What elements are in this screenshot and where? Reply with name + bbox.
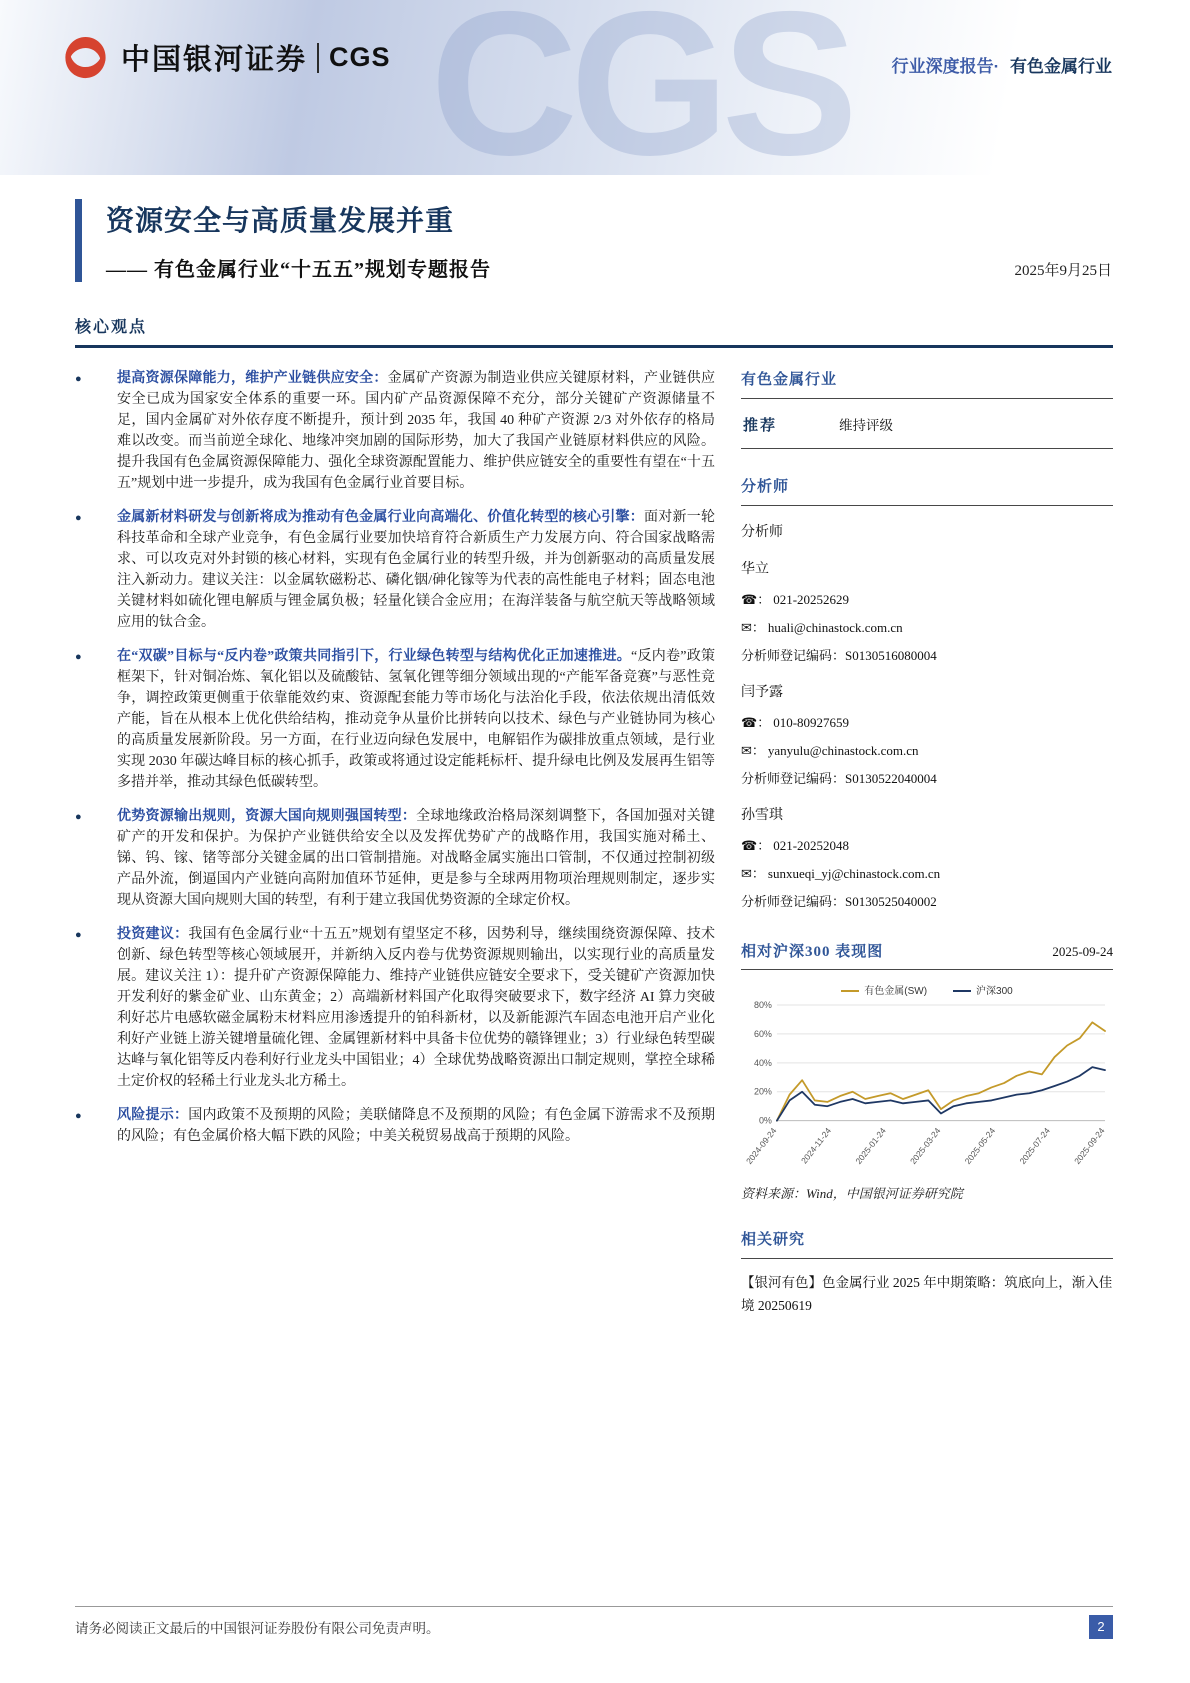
bullet-item-new-materials bbox=[75, 507, 715, 633]
svg-text:2024-11-24: 2024-11-24 bbox=[798, 1125, 834, 1166]
analyst-name: 孙雪琪 bbox=[741, 808, 783, 823]
related-research-item: 【银河有色】色金属行业 2025 年中期策略：筑底向上，渐入佳境 20250619 bbox=[741, 1274, 1113, 1314]
analyst-name: 闫予露 bbox=[741, 685, 783, 700]
bullet-dot: ● bbox=[75, 929, 82, 941]
analyst-registration-code: 分析师登记编码：S0130516080004 bbox=[741, 648, 937, 663]
analyst-role-label: 分析师 bbox=[741, 525, 783, 540]
core-view-divider bbox=[75, 345, 1113, 348]
logo-abbr: CGS bbox=[329, 42, 391, 72]
footer-row bbox=[75, 1607, 1113, 1639]
report-subtitle: —— 有色金属行业“十五五”规划专题报告 bbox=[106, 259, 491, 281]
analyst-email: yanyulu@chinastock.com.cn bbox=[767, 743, 919, 758]
phone-icon: ☎： bbox=[741, 592, 771, 607]
analyst-phone: 021-20252048 bbox=[773, 838, 850, 853]
chart-source: 资料来源：Wind，中国银河证券研究院 bbox=[741, 1185, 963, 1201]
performance-chart-svg bbox=[741, 999, 1113, 1177]
chart-header bbox=[741, 940, 1113, 970]
bullet-lead: 优势资源输出规则，资源大国向规则强国转型： bbox=[117, 809, 417, 824]
analyst-card bbox=[741, 558, 1113, 664]
report-date: 2025年9月25日 bbox=[1014, 263, 1112, 279]
bullet-paragraph bbox=[117, 1105, 715, 1147]
analysts-heading: 分析师 bbox=[741, 475, 1113, 506]
bullet-item-green-transition bbox=[75, 646, 715, 793]
legend-item-nonferrous bbox=[841, 982, 927, 997]
analyst-card bbox=[741, 681, 1113, 787]
phone-icon: ☎： bbox=[741, 715, 771, 730]
core-view-heading: 核心观点 bbox=[75, 319, 148, 336]
svg-text:80%: 80% bbox=[753, 999, 772, 1010]
legend-label-hs300: 沪深300 bbox=[976, 986, 1013, 997]
rating-label: 推荐 bbox=[743, 418, 778, 434]
bullet-paragraph bbox=[117, 646, 715, 793]
analyst-phone: 010-80927659 bbox=[773, 715, 850, 730]
bullet-lead: 提高资源保障能力，维护产业链供应安全： bbox=[117, 371, 388, 386]
galaxy-swirl-icon bbox=[62, 34, 109, 81]
bullet-dot: ● bbox=[75, 512, 82, 524]
analyst-phone-row bbox=[741, 589, 1113, 608]
legend-swatch-nonferrous bbox=[841, 990, 859, 992]
legend-item-hs300 bbox=[953, 982, 1013, 997]
bullet-item-resource-security bbox=[75, 368, 715, 494]
page-footer bbox=[75, 1606, 1113, 1639]
svg-text:2025-07-24: 2025-07-24 bbox=[1017, 1125, 1052, 1167]
svg-text:2025-03-24: 2025-03-24 bbox=[907, 1125, 943, 1167]
bullet-item-risk-warning bbox=[75, 1105, 715, 1147]
bullet-dot: ● bbox=[75, 811, 82, 823]
report-industry-label: 有色金属行业 bbox=[1010, 57, 1112, 76]
rating-status: 维持评级 bbox=[839, 418, 894, 433]
email-icon: ✉： bbox=[741, 743, 765, 758]
report-title: 资源安全与高质量发展并重 bbox=[106, 206, 455, 237]
analyst-name: 华立 bbox=[741, 562, 769, 577]
cgs-watermark: CGS bbox=[430, 0, 851, 175]
bullet-paragraph bbox=[117, 924, 715, 1092]
bullet-body: “反内卷”政策框架下，针对铜冶炼、氧化铝以及硫酸钴、氢氧化锂等细分领域出现的“产能军备竞赛”与恶性竞争，调控政策更侧重于依靠能效约束、资源配套能力等市场化与法治化手段，依法依规出清低效产能，旨在从根本上优化供给结构，推动竞争从量价比拼转向以技术、绿色与产业链协同为核心的高质量发展新阶段。另一方面，在行业迈向绿色发展中，电解铝作为碳排放重点领域，是行业实现 2030 年碳达峰目标的核心抓手，政策或将通过设定能耗标杆、提升绿电比例及发展再生铝等多措并举，推动其绿色低碳转型。 bbox=[117, 649, 715, 790]
title-section bbox=[75, 199, 1112, 282]
svg-text:2025-05-24: 2025-05-24 bbox=[962, 1125, 998, 1167]
svg-text:60%: 60% bbox=[753, 1028, 772, 1039]
bullet-body: 全球地缘政治格局深刻调整下，各国加强对关键矿产的开发和保护。为保护产业链供给安全以及发挥优势矿产的战略作用，我国实施对稀土、锑、钨、镓、锗等部分关键金属的出口管制措施。对战略金属实施出口管制，不仅通过控制初级产品外流，倒逼国内产业链向高附加值环节延伸，更是参与全球两用物项治理规则制定，逐步实现从资源大国向规则大国的转型，有利于建立我国优势资源的全球定价权。 bbox=[117, 809, 716, 908]
core-view-column bbox=[75, 368, 715, 1318]
svg-text:2024-09-24: 2024-09-24 bbox=[743, 1125, 779, 1167]
svg-text:20%: 20% bbox=[753, 1086, 772, 1097]
industry-heading: 有色金属行业 bbox=[741, 368, 1113, 399]
phone-icon: ☎： bbox=[741, 838, 771, 853]
disclaimer-text: 请务必阅读正文最后的中国银河证券股份有限公司免责声明。 bbox=[75, 1621, 440, 1636]
analyst-email-row bbox=[741, 740, 1113, 759]
analyst-email: huali@chinastock.com.cn bbox=[767, 620, 903, 635]
svg-text:0%: 0% bbox=[758, 1115, 772, 1126]
email-icon: ✉： bbox=[741, 866, 765, 881]
rating-row bbox=[741, 399, 1113, 449]
bullet-paragraph bbox=[117, 507, 715, 633]
svg-text:40%: 40% bbox=[753, 1057, 772, 1068]
email-icon: ✉： bbox=[741, 620, 765, 635]
bullet-body: 我国有色金属行业“十五五”规划有望坚定不移，因势利导，继续围绕资源保障、技术创新、绿色转型等核心领域展开，并新纳入反内卷与优势资源规则输出，以实现行业的高质量发展。建议关注 1）：提升矿产资源保障能力、维持产业链供应链安全要求下，受关键矿产资源加快开发利好的紫金矿业、山东黄金；2）高端新材料国产化取得突破要求下，数字经济 AI 算力突破利好芯片电感软磁金属粉末材料应用渗透提升的铂科新材，以及新能源汽车固态电池开启产业化利好产业链上游关键增量硫化锂、金属锂新材料中具备卡位优势的赣锋锂业；3）行业绿色转型碳达峰与氧化铝等反内卷利好行业龙头中国铝业；4）全球优势战略资源出口制定规则，掌控全球稀土定价权的轻稀土行业龙头北方稀土。 bbox=[117, 927, 716, 1089]
logo-divider bbox=[317, 43, 319, 73]
legend-label-nonferrous: 有色金属(SW) bbox=[864, 986, 928, 997]
analyst-email-row bbox=[741, 863, 1113, 882]
bullet-lead: 投资建议： bbox=[117, 927, 189, 942]
analyst-email: sunxueqi_yj@chinastock.com.cn bbox=[767, 866, 941, 881]
page-header bbox=[0, 0, 1190, 175]
bullet-dot: ● bbox=[75, 373, 82, 385]
sidebar bbox=[741, 368, 1113, 1318]
bullet-body: 金属矿产资源为制造业供应关键原材料，产业链供应安全已成为国家安全体系的重要一环。国内矿产品资源保障不充分，部分关键矿产资源储量不足，国内金属矿对外依存度不断提升，预计到 2035 年，我国 40 种矿产资源 2/3 对外依存的格局难以改变。而当前逆全球化、地缘冲突加剧的国际形势，加大了我国产业链原材料供应的风险。提升我国有色金属资源保障能力、强化全球资源配置能力、维护供应链安全的重要性有望在“十五五”规划中进一步提升，成为我国有色金属行业首要目标。 bbox=[117, 371, 716, 491]
analyst-registration-code: 分析师登记编码：S0130522040004 bbox=[741, 771, 937, 786]
svg-text:2025-01-24: 2025-01-24 bbox=[853, 1125, 888, 1167]
chart-legend bbox=[741, 982, 1113, 997]
bullet-item-investment-advice bbox=[75, 924, 715, 1092]
analyst-card bbox=[741, 804, 1113, 910]
report-type-banner bbox=[892, 52, 1112, 77]
bullet-lead: 风险提示： bbox=[117, 1108, 189, 1123]
analyst-registration-code: 分析师登记编码：S0130525040002 bbox=[741, 894, 937, 909]
bullet-body: 国内政策不及预期的风险；美联储降息不及预期的风险；有色金属下游需求不及预期的风险；有色金属价格大幅下跌的风险；中美关税贸易战高于预期的风险。 bbox=[117, 1108, 716, 1144]
bullet-item-export-rules bbox=[75, 806, 715, 911]
bullet-dot: ● bbox=[75, 651, 82, 663]
bullet-lead: 金属新材料研发与创新将成为推动有色金属行业向高端化、价值化转型的核心引擎： bbox=[117, 510, 645, 525]
analyst-email-row bbox=[741, 617, 1113, 636]
svg-text:2025-09-24: 2025-09-24 bbox=[1072, 1125, 1107, 1167]
bullet-paragraph bbox=[117, 368, 715, 494]
analyst-phone: 021-20252629 bbox=[773, 592, 850, 607]
bullet-paragraph bbox=[117, 806, 715, 911]
logo-company-name: 中国银河证券 bbox=[121, 44, 308, 76]
report-type-label: 行业深度报告· bbox=[891, 57, 1000, 76]
bullet-dot: ● bbox=[75, 1110, 82, 1122]
legend-swatch-hs300 bbox=[953, 990, 971, 992]
bullet-body: 面对新一轮科技革命和全球产业竞争，有色金属行业要加快培育符合新质生产力发展方向、符合国家战略需求、可以攻克对外封锁的核心材料，实现有色金属行业的转型升级，并为创新驱动的高质量发展注入新动力。建议关注：以金属软磁粉芯、磷化铟/砷化镓等为代表的高性能电子材料；固态电池关键材料如硫化锂电解质与锂金属负极；轻量化镁合金应用；在海洋装备与航空航天等战略领域应用的钛合金。 bbox=[117, 510, 716, 630]
related-research-heading: 相关研究 bbox=[741, 1228, 1113, 1259]
page-number: 2 bbox=[1089, 1615, 1113, 1639]
analyst-phone-row bbox=[741, 835, 1113, 854]
title-block bbox=[75, 199, 491, 282]
chart-date: 2025-09-24 bbox=[1052, 944, 1113, 959]
bullet-lead: 在“双碳”目标与“反内卷”政策共同指引下，行业绿色转型与结构优化正加速推进。 bbox=[117, 649, 631, 664]
analyst-phone-row bbox=[741, 712, 1113, 731]
chart-title: 相对沪深300 表现图 bbox=[741, 944, 884, 960]
main-content bbox=[75, 368, 1113, 1318]
company-logo bbox=[62, 34, 391, 81]
